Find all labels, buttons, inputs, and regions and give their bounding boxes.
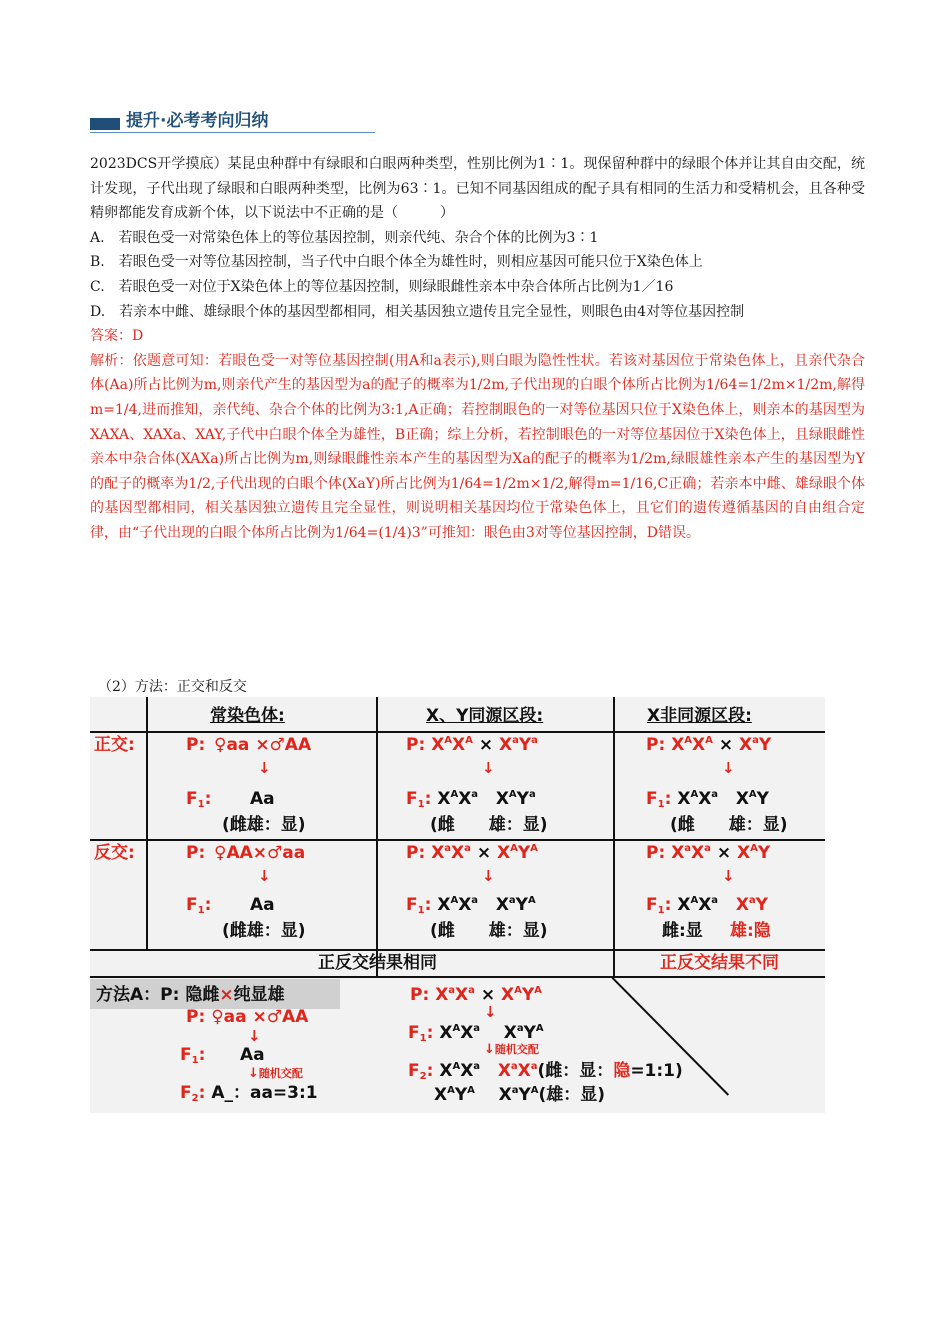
col-header-x-nonhomologous: X非同源区段: [647, 706, 752, 726]
down-arrow-icon: ↓ [484, 1003, 497, 1021]
grid-line [613, 697, 615, 977]
down-arrow-icon: ↓随机交配 [248, 1066, 303, 1081]
xn-male-rec: 雄:隐 [730, 921, 771, 941]
down-arrow-icon: ↓ [482, 867, 495, 885]
xn-f1-zj: $F_1$: $X^AX^a$ $X^AY$ [646, 789, 769, 810]
analysis-text: 解析：依题意可知：若眼色受一对等位基因控制(用A和a表示),则白眼为隐性性状。若该对基因位于常染色体上，且亲代杂合体(Aa)所占比例为m,则亲代产生的基因型为a的配子的概率为1/2m,子代出现的白眼个体所占比例为1/64=1/2m×1/2m,解得m=1/4,进而推知，亲代纯、杂合个体的比例为3:1,A正确；若控制眼色的一对等位基因只位于X染色体上，则亲本的基因型为XAXA、XAXa、XAY,子代中白眼个体全为雄性，B正确；综上分析，若控制眼色的一对等位基因位于X染色体上，且绿眼雌性亲本中杂合体(XAXa)所占比例为m,则绿眼雌性亲本产生的基因型为Xa的配子的概率为1/2m,绿眼雄性亲本产生的基因型为Y的配子的概率为1/2,子代出现的白眼个体(XaY)所占比例为1/64=1/2m×1/2,解得m=1/16,C正确；若亲本中雌、雄绿眼个体的基因型都相同，相关基因独立遗传且完全显性，则说明相关基因均位于常染色体上，且它们的遗传遵循基因的自由组合定律，由“子代出现的白眼个体所占比例为1/64=(1/4)3”可推知：眼色由3对等位基因控制，D错误。 [90, 352, 865, 541]
fj-auto-p: ♀AA×♂aa [214, 843, 306, 863]
ratio-label: (雌雄：显) [222, 921, 306, 941]
grid-line [90, 839, 825, 841]
section-header [90, 110, 375, 134]
question-stem: 2023DCS开学摸底）某昆虫种群中有绿眼和白眼两种类型，性别比例为1∶1。现保留种群中的绿眼个体并让其自由交配，统计发现，子代出现了绿眼和白眼两种类型，比例为63∶1。已知不同基因组成的配子具有相同的生活力和受精机会，且各种受精卵都能发育成新个体，以下说法中不正确的是（ ） [90, 156, 865, 222]
xy-ratio-zj: (雌 雄：显) [430, 815, 548, 835]
method-a-label: 方法A：P: 隐雌×纯显雄 [96, 985, 285, 1005]
xy-p-fj: P: $X^aX^a \times X^AY^A$ [406, 843, 538, 863]
fj-auto-f1: Aa [250, 895, 275, 915]
xy-bottom-f2-female: $F_2$: $X^AX^a$ $X^aX^a$(雌：显：隐=1:1) [408, 1061, 683, 1082]
method-a-f2: $F_2$: A_：aa=3:1 [180, 1083, 318, 1104]
row-label-reciprocal-2: 反交: [94, 843, 135, 863]
method-a-f1: Aa [240, 1045, 265, 1065]
method-a-p: P: ♀aa ×♂AA [186, 1007, 309, 1027]
zj-auto-f1: Aa [250, 789, 275, 809]
down-arrow-icon: ↓ [482, 759, 495, 777]
header-underline [90, 132, 375, 133]
down-arrow-icon: ↓随机交配 [484, 1042, 539, 1057]
xn-p-zj: P: $X^AX^A \times X^aY$ [646, 735, 772, 755]
ratio-label: (雌雄：显) [222, 815, 306, 835]
grid-line [90, 976, 825, 978]
grid-line [90, 949, 825, 951]
section-title: 提升·必考考向归纳 [126, 111, 269, 131]
xy-bottom-f1: $F_1$: $X^AX^a$ $X^aY^A$ [408, 1023, 544, 1044]
xy-p-zj: P: $X^AX^A \times X^aY^a$ [406, 735, 538, 755]
down-arrow-icon: ↓ [722, 867, 735, 885]
method-label: （2）方法：正交和反交 [98, 679, 247, 695]
p-label: P: [186, 843, 206, 863]
same-result: 正反交结果相同 [318, 953, 437, 973]
down-arrow-icon: ↓ [258, 867, 271, 885]
xn-p-fj: P: $X^aX^a \times X^AY$ [646, 843, 771, 863]
f1-label: $F_1$: [186, 895, 212, 916]
xy-f1-zj: $F_1$: $X^AX^a$ $X^AY^a$ [406, 789, 536, 810]
xn-ratio-zj: (雌 雄：显) [670, 815, 788, 835]
cross-table [90, 697, 825, 1113]
f1-label: $F_1$: [186, 789, 212, 810]
down-arrow-icon: ↓ [722, 759, 735, 777]
option-b: B. 若眼色受一对等位基因控制，当子代中白眼个体全为雄性时，则相应基因可能只位于X染色体上 [90, 254, 703, 271]
f1-label: $F_1$: [180, 1045, 206, 1066]
xy-f1-fj: $F_1$: $X^AX^a$ $X^aY^A$ [406, 895, 536, 916]
down-arrow-icon: ↓ [258, 759, 271, 777]
p-label: P: [186, 735, 206, 755]
zj-auto-p: ♀aa ×♂AA [214, 735, 312, 755]
option-d: D. 若亲本中雌、雄绿眼个体的基因型都相同，相关基因独立遗传且完全显性，则眼色由4对等位基因控制 [90, 303, 745, 320]
diff-result: 正反交结果不同 [660, 953, 779, 973]
answer-line: 答案：D [90, 328, 144, 345]
header-bar-icon [90, 118, 120, 130]
row-label-reciprocal-1: 正交: [94, 735, 135, 755]
grid-line [376, 697, 378, 977]
xy-ratio-fj: (雌 雄：显) [430, 921, 548, 941]
grid-line [146, 697, 148, 949]
option-c: C. 若眼色受一对位于X染色体上的等位基因控制，则绿眼雌性亲本中杂合体所占比例为1／16 [90, 278, 674, 295]
col-header-autosome: 常染色体: [210, 706, 285, 726]
question-block [90, 152, 865, 546]
xn-f1-fj: $F_1$: $X^AX^a$ $X^aY$ [646, 895, 768, 916]
xy-bottom-f2-male: $X^AY^A$ $X^aY^A$(雄：显) [434, 1085, 606, 1105]
option-a: A. 若眼色受一对常染色体上的等位基因控制，则亲代纯、杂合个体的比例为3∶1 [90, 229, 599, 246]
col-header-xy-homologous: X、Y同源区段: [426, 706, 544, 726]
down-arrow-icon: ↓ [248, 1027, 261, 1045]
grid-line [90, 731, 825, 733]
xn-female-dom: 雌:显 [662, 921, 703, 941]
xy-bottom-p: P: $X^aX^a \times X^AY^A$ [410, 985, 542, 1005]
